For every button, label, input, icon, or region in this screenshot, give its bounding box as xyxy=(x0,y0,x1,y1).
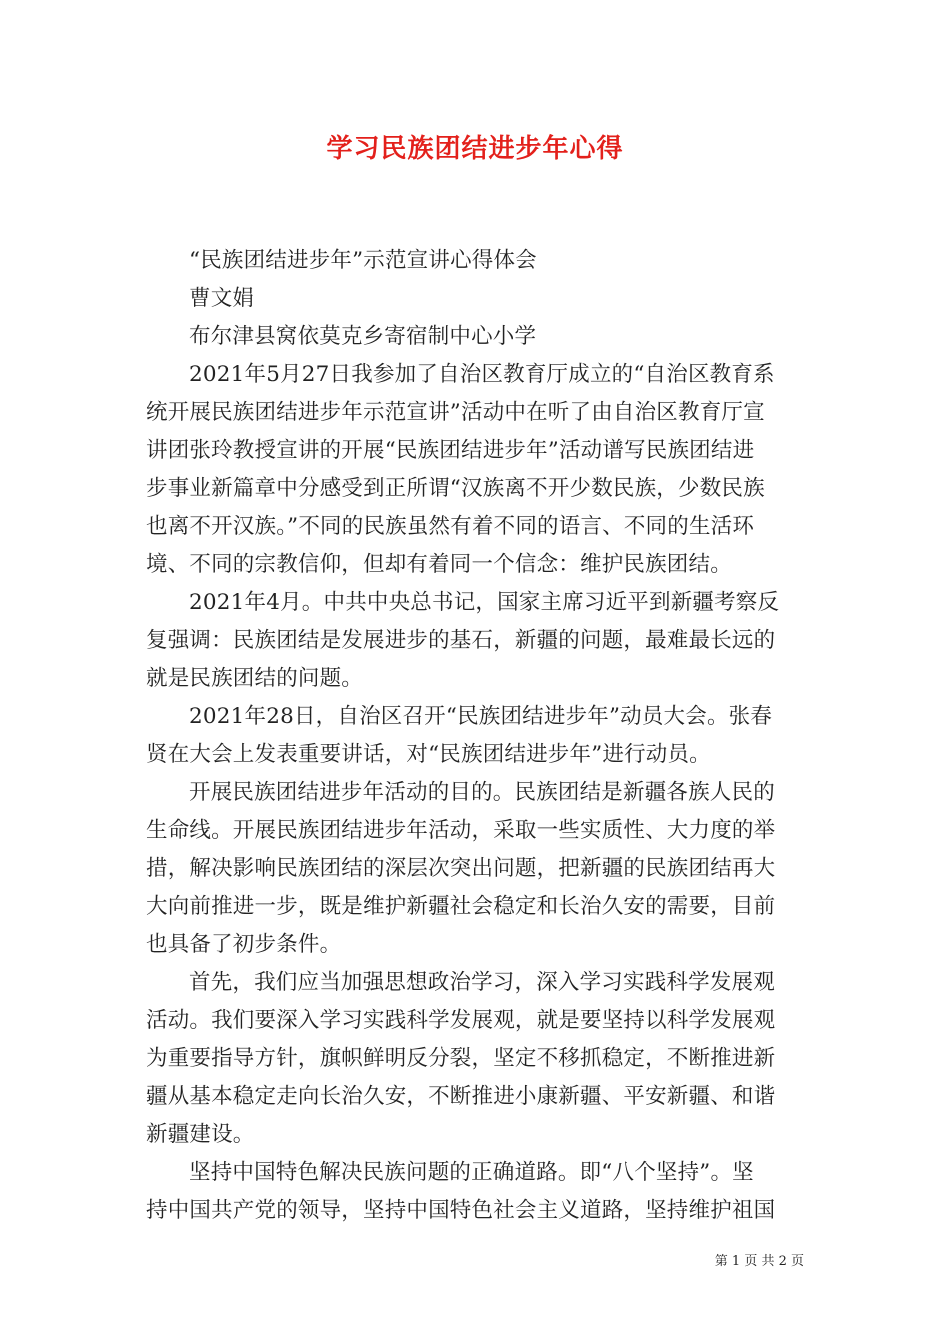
text-line: 也具备了初步条件。 xyxy=(146,932,342,957)
text-line: 也离不开汉族。”不同的民族虽然有着不同的语言、不同的生活环 xyxy=(146,514,755,539)
text-line: 首先，我们应当加强思想政治学习，深入学习实践科学发展观 xyxy=(189,970,775,995)
text-line: 为重要指导方针，旗帜鲜明反分裂，坚定不移抓稳定，不断推进新 xyxy=(146,1046,776,1071)
text-line: 大向前推进一步，既是维护新疆社会稳定和长治久安的需要，目前 xyxy=(146,894,776,919)
text-line: 持中国共产党的领导，坚持中国特色社会主义道路，坚持维护祖国 xyxy=(146,1198,776,1223)
document-body xyxy=(146,242,804,1230)
document-title: 学习民族团结进步年心得 xyxy=(326,134,624,164)
text-line: 复强调：民族团结是发展进步的基石，新疆的问题，最难最长远的 xyxy=(146,628,776,653)
text-line: 曹文娟 xyxy=(189,286,255,311)
text-line: 活动。我们要深入学习实践科学发展观，就是要坚持以科学发展观 xyxy=(146,1008,776,1033)
page-footer: 第 1 页 共 2 页 xyxy=(714,1254,804,1269)
text-line: 生命线。开展民族团结进步年活动，采取一些实质性、大力度的举 xyxy=(146,818,776,843)
text-line: 新疆建设。 xyxy=(146,1122,255,1147)
text-line: 开展民族团结进步年活动的目的。民族团结是新疆各族人民的 xyxy=(189,780,775,805)
text-line: 步事业新篇章中分感受到正所谓“汉族离不开少数民族，少数民族 xyxy=(146,476,765,501)
text-line: 坚持中国特色解决民族问题的正确道路。即“八个坚持”。坚 xyxy=(189,1160,754,1185)
text-line: 措，解决影响民族团结的深层次突出问题，把新疆的民族团结再大 xyxy=(146,856,776,881)
text-line: 就是民族团结的问题。 xyxy=(146,666,364,691)
text-line: 2021年28日，自治区召开“民族团结进步年”动员大会。张春 xyxy=(189,704,773,729)
text-line: 2021年5月27日我参加了自治区教育厅成立的“自治区教育系 xyxy=(189,362,775,387)
text-line: 讲团张玲教授宣讲的开展“民族团结进步年”活动谱写民族团结进 xyxy=(146,438,755,463)
text-line: 境、不同的宗教信仰，但却有着同一个信念：维护民族团结。 xyxy=(146,552,732,577)
text-line: 贤在大会上发表重要讲话，对“民族团结进步年”进行动员。 xyxy=(146,742,711,767)
text-line: 疆从基本稳定走向长治久安，不断推进小康新疆、平安新疆、和谐 xyxy=(146,1084,776,1109)
text-line: 统开展民族团结进步年示范宣讲”活动中在听了由自治区教育厅宣 xyxy=(146,400,765,425)
text-line: 布尔津县窝依莫克乡寄宿制中心小学 xyxy=(189,324,537,349)
text-line: 2021年4月。中共中央总书记，国家主席习近平到新疆考察反 xyxy=(189,590,780,615)
text-line: “民族团结进步年”示范宣讲心得体会 xyxy=(189,248,537,273)
